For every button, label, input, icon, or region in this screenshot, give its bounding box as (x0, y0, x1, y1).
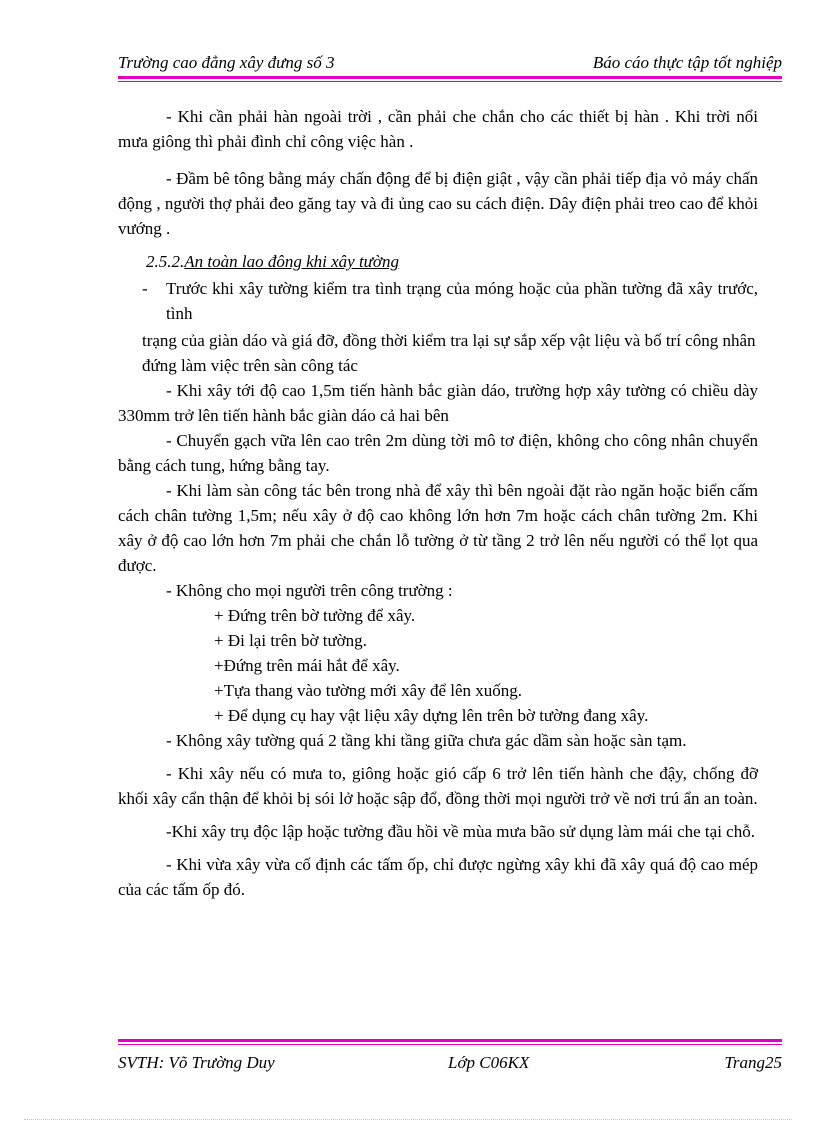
prohibition-list (118, 603, 758, 728)
paragraph-welding: - Khi cần phải hàn ngoài trời , cần phải che chắn cho các thiết bị hàn . Khi trời nổi mưa giông thì phải đình chỉ công việc hàn . (118, 107, 758, 151)
page-edge-divider (24, 1119, 792, 1120)
list-item: + Để dụng cụ hay vật liệu xây dựng lên trên bờ tường đang xây. (214, 706, 649, 725)
section-heading (146, 249, 758, 274)
footer-rule (118, 1039, 782, 1042)
paragraph-concrete-vibrator: - Đầm bê tông bằng máy chấn động để bị điện giật , vậy cần phải tiếp địa vỏ máy chấn động , người thợ phải đeo găng tay và đi ủng cao su cách điện. Dây điện phải treo cao để khỏi vướng . (118, 169, 758, 238)
bullet-item (118, 276, 758, 326)
section-title: An toàn lao đông khi xây tường (184, 252, 400, 271)
footer-rule-thin (118, 1044, 782, 1045)
header-school-name: Trường cao đẳng xây đưng số 3 (118, 53, 335, 72)
paragraph-storm: - Khi xây nếu có mưa to, giông hoặc gió cấp 6 trở lên tiến hành che đậy, chống đỡ khối xây cẩn thận để khỏi bị sói lở hoặc sập đổ, đồng thời mọi người trở về nơi trú ẩn an toàn. (118, 764, 758, 808)
bullet-text: Trước khi xây tường kiểm tra tình trạng của móng hoặc của phần tường đã xây trước, tình (166, 279, 758, 323)
list-item: + Đứng trên bờ tường để xây. (214, 606, 416, 625)
paragraph-barrier: - Khi làm sàn công tác bên trong nhà để xây thì bên ngoài đặt rào ngăn hoặc biển cấm cách chân tường 1,5m; nếu xây ở độ cao không lớn hơn 7m hoặc cách chân tường 2m. Khi xây ở độ cao lớn hơn 7m phải che chắn lỗ tường ở từ tầng 2 trở lên nếu người có thể lọt qua được. (118, 481, 758, 575)
header-rule (118, 76, 782, 79)
footer-class: Lớp C06KX (448, 1053, 530, 1072)
paragraph-floor-limit: - Không xây tường quá 2 tầng khi tầng giữa chưa gác dầm sàn hoặc sàn tạm. (166, 731, 687, 750)
footer-student: SVTH: Võ Trường Duy (118, 1053, 275, 1072)
paragraph-scaffold: - Khi xây tới độ cao 1,5m tiến hành bắc giàn dáo, trường hợp xây tường có chiều dày 330mm trở lên tiến hành bắc giàn dáo cả hai bên (118, 381, 758, 425)
section-number: 2.5.2. (146, 252, 185, 271)
paragraph-prohibitions: - Không cho mọi người trên công trường : (166, 581, 453, 600)
footer-page-number: Trang25 (724, 1053, 782, 1072)
paragraph-hoist: - Chuyển gạch vữa lên cao trên 2m dùng tời mô tơ điện, không cho công nhân chuyển bằng cách tung, hứng bằng tay. (118, 431, 758, 475)
bullet-continuation-end: đứng làm việc trên sàn công tác (142, 356, 358, 375)
bullet-continuation: trạng của giàn dáo và giá đỡ, đồng thời kiểm tra lại sự sắp xếp vật liệu và bố trí công nhân (142, 331, 756, 350)
page-footer (118, 1052, 782, 1076)
header-rule-thin (118, 81, 782, 82)
list-item: +Tựa thang vào tường mới xây để lên xuống. (214, 681, 523, 700)
list-item: +Đứng trên mái hắt để xây. (214, 656, 400, 675)
header-report-title: Báo cáo thực tập tốt nghiệp (592, 53, 782, 72)
paragraph-cladding: - Khi vừa xây vừa cố định các tấm ốp, chỉ được ngừng xây khi đã xây quá độ cao mép của các tấm ốp đó. (118, 855, 758, 899)
bullet-dash: - (142, 279, 148, 298)
page-body (118, 104, 758, 902)
page-header (118, 52, 782, 76)
paragraph-pillar: -Khi xây trụ độc lập hoặc tường đầu hồi về mùa mưa bão sử dụng làm mái che tại chỗ. (166, 822, 755, 841)
list-item: + Đi lại trên bờ tường. (214, 631, 367, 650)
